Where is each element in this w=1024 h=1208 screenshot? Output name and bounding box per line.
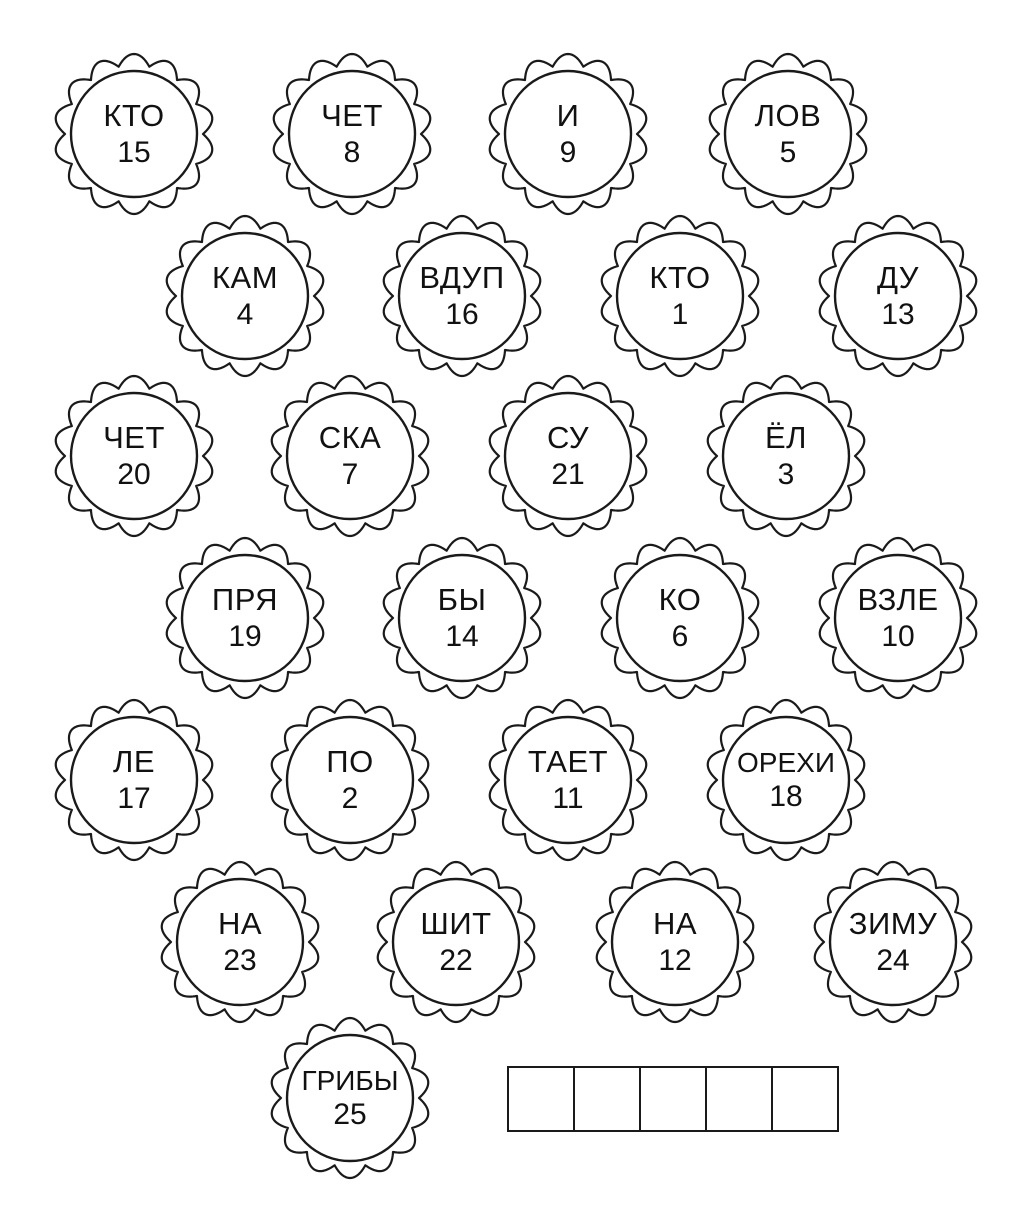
flower-badge[interactable] bbox=[833, 563, 963, 673]
syllable-text: БЫ bbox=[437, 582, 487, 618]
order-number: 3 bbox=[777, 457, 795, 491]
answer-cell[interactable] bbox=[707, 1068, 773, 1130]
flower-badge[interactable] bbox=[828, 887, 958, 997]
syllable-text: ВЗЛЕ bbox=[857, 582, 939, 618]
answer-grid bbox=[507, 1066, 839, 1132]
order-number: 11 bbox=[552, 781, 584, 815]
syllable-text: ЧЕТ bbox=[321, 98, 383, 134]
order-number: 13 bbox=[881, 297, 915, 331]
syllable-text: СКА bbox=[318, 420, 382, 456]
order-number: 6 bbox=[671, 619, 689, 653]
flower-badge[interactable] bbox=[397, 563, 527, 673]
syllable-text: ЛОВ bbox=[754, 98, 822, 134]
syllable-text: ЁЛ bbox=[764, 420, 808, 456]
syllable-text: ДУ bbox=[876, 260, 920, 296]
answer-cell[interactable] bbox=[641, 1068, 707, 1130]
syllable-text: И bbox=[556, 98, 580, 134]
syllable-text: ОРЕХИ bbox=[737, 746, 835, 778]
order-number: 19 bbox=[228, 619, 262, 653]
syllable-text: СУ bbox=[546, 420, 590, 456]
flower-badge[interactable] bbox=[503, 79, 633, 189]
order-number: 1 bbox=[671, 297, 689, 331]
syllable-text: ГРИБЫ bbox=[301, 1064, 399, 1096]
order-number: 4 bbox=[236, 297, 254, 331]
order-number: 18 bbox=[769, 779, 803, 813]
flower-badge[interactable] bbox=[175, 887, 305, 997]
flower-badge[interactable] bbox=[285, 401, 415, 511]
flower-badge[interactable] bbox=[180, 241, 310, 351]
order-number: 23 bbox=[223, 943, 257, 977]
syllable-text: КТО bbox=[103, 98, 165, 134]
flower-badge[interactable] bbox=[391, 887, 521, 997]
answer-cell[interactable] bbox=[773, 1068, 837, 1130]
flower-badge[interactable] bbox=[503, 725, 633, 835]
order-number: 8 bbox=[343, 135, 361, 169]
order-number: 25 bbox=[333, 1097, 367, 1131]
flower-badge[interactable] bbox=[615, 241, 745, 351]
order-number: 15 bbox=[117, 135, 151, 169]
order-number: 20 bbox=[117, 457, 151, 491]
flower-badge[interactable] bbox=[180, 563, 310, 673]
syllable-text: НА bbox=[652, 906, 698, 942]
answer-cell[interactable] bbox=[509, 1068, 575, 1130]
flower-badge[interactable] bbox=[397, 241, 527, 351]
syllable-text: ВДУП bbox=[419, 260, 505, 296]
order-number: 21 bbox=[551, 457, 585, 491]
syllable-text: КТО bbox=[649, 260, 711, 296]
syllable-text: НА bbox=[217, 906, 263, 942]
flower-badge[interactable] bbox=[69, 401, 199, 511]
order-number: 5 bbox=[779, 135, 797, 169]
syllable-text: ШИТ bbox=[420, 906, 492, 942]
syllable-text: ЛЕ bbox=[112, 744, 156, 780]
flower-badge[interactable] bbox=[69, 79, 199, 189]
answer-cell[interactable] bbox=[575, 1068, 641, 1130]
syllable-text: ЧЕТ bbox=[103, 420, 165, 456]
order-number: 12 bbox=[658, 943, 692, 977]
flower-badge[interactable] bbox=[285, 1043, 415, 1153]
flower-badge[interactable] bbox=[723, 79, 853, 189]
order-number: 10 bbox=[881, 619, 915, 653]
syllable-text: КАМ bbox=[211, 260, 279, 296]
syllable-text: ТАЕТ bbox=[527, 744, 609, 780]
order-number: 9 bbox=[559, 135, 577, 169]
flower-badge[interactable] bbox=[610, 887, 740, 997]
order-number: 2 bbox=[341, 781, 359, 815]
order-number: 17 bbox=[117, 781, 151, 815]
flower-badge[interactable] bbox=[503, 401, 633, 511]
flower-badge[interactable] bbox=[615, 563, 745, 673]
order-number: 14 bbox=[445, 619, 479, 653]
syllable-text: ЗИМУ bbox=[848, 906, 938, 942]
order-number: 22 bbox=[439, 943, 473, 977]
flower-badge[interactable] bbox=[721, 401, 851, 511]
flower-badge[interactable] bbox=[285, 725, 415, 835]
flower-badge[interactable] bbox=[833, 241, 963, 351]
flower-badge[interactable] bbox=[721, 725, 851, 835]
order-number: 7 bbox=[341, 457, 359, 491]
syllable-text: КО bbox=[658, 582, 702, 618]
syllable-text: ПРЯ bbox=[211, 582, 279, 618]
flower-badge[interactable] bbox=[287, 79, 417, 189]
order-number: 16 bbox=[445, 297, 479, 331]
syllable-text: ПО bbox=[326, 744, 374, 780]
order-number: 24 bbox=[876, 943, 910, 977]
flower-badge[interactable] bbox=[69, 725, 199, 835]
